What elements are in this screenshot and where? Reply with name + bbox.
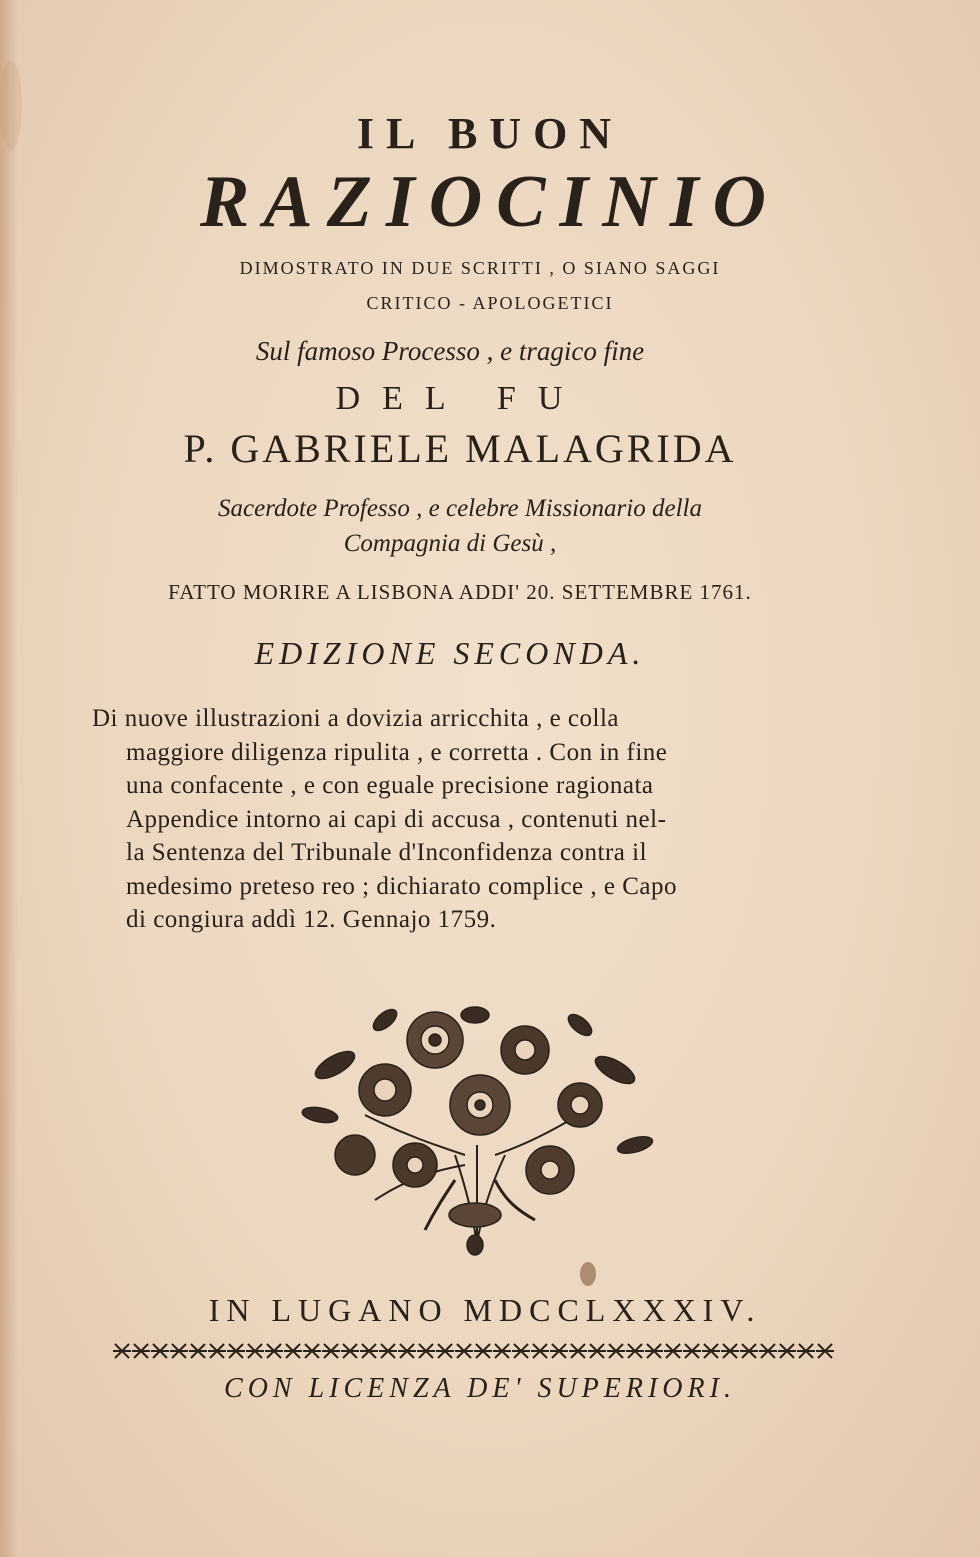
paper-stain (580, 1262, 596, 1286)
rule-motif (569, 1344, 587, 1358)
description-line: la Sentenza del Tribunale d'Inconfidenza contra il (126, 839, 648, 866)
description-paragraph (92, 702, 852, 937)
rule-motif (797, 1344, 815, 1358)
rule-motif (151, 1344, 169, 1358)
rule-motif (189, 1344, 207, 1358)
rule-motif (132, 1344, 150, 1358)
license-line: CON LICENZA DE' SUPERIORI. (224, 1373, 736, 1404)
rule-motif (341, 1344, 359, 1358)
subtitle-line-8: FATTO MORIRE A LISBONA ADDI' 20. SETTEMBRE 1761. (168, 580, 752, 604)
subtitle-line-6: Sacerdote Professo , e celebre Missionario della (218, 495, 702, 522)
rule-motif (740, 1344, 758, 1358)
rule-motif (493, 1344, 511, 1358)
rule-motif (246, 1344, 264, 1358)
title-line-1: IL BUON (356, 109, 624, 158)
subtitle-line-7: Compagnia di Gesù , (343, 530, 557, 557)
rule-motif (778, 1344, 796, 1358)
rule-motif (645, 1344, 663, 1358)
description-line: di congiura addì 12. Gennajo 1759. (126, 906, 497, 933)
rule-motif (322, 1344, 340, 1358)
rule-motif (816, 1344, 834, 1358)
rule-motif (265, 1344, 283, 1358)
rule-motif (474, 1344, 492, 1358)
rule-motif (113, 1344, 131, 1358)
edition-label: EDIZIONE SECONDA. (254, 635, 646, 671)
description-line: una confacente , e con eguale precisione ragionata (126, 772, 654, 799)
rule-motif (531, 1344, 549, 1358)
rule-motif (759, 1344, 777, 1358)
description-line: Di nuove illustrazioni a dovizia arricchita , e colla (92, 705, 620, 732)
rule-motif (702, 1344, 720, 1358)
decorative-rule-icon (112, 1340, 837, 1362)
rule-motif (417, 1344, 435, 1358)
rule-motif (208, 1344, 226, 1358)
description-line: medesimo preteso reo ; dichiarato complice , e Capo (126, 872, 678, 900)
description-line: Appendice intorno ai capi di accusa , contenuti nel- (126, 805, 667, 833)
rule-motif (360, 1344, 378, 1358)
rule-motif (588, 1344, 606, 1358)
rule-motif (626, 1344, 644, 1358)
floral-bouquet-icon (295, 995, 660, 1260)
rule-motif (550, 1344, 568, 1358)
rule-motif (683, 1344, 701, 1358)
subject-name: P. GABRIELE MALAGRIDA (183, 426, 737, 471)
rule-motif (721, 1344, 739, 1358)
rule-motif (607, 1344, 625, 1358)
subtitle-line-4: DEL FU (335, 380, 585, 417)
imprint-line: IN LUGANO MDCCLXXXIV. (208, 1292, 762, 1328)
rule-motif (455, 1344, 473, 1358)
rule-motif (512, 1344, 530, 1358)
subtitle-line-2: CRITICO - APOLOGETICI (366, 293, 614, 313)
rule-motif (284, 1344, 302, 1358)
rule-motif (379, 1344, 397, 1358)
title-line-2: RAZIOCINIO (200, 161, 780, 243)
rule-motif (398, 1344, 416, 1358)
subtitle-line-3: Sul famoso Processo , e tragico fine (255, 336, 645, 366)
rule-motif (170, 1344, 188, 1358)
rule-motif (227, 1344, 245, 1358)
subtitle-line-1: DIMOSTRATO IN DUE SCRITTI , O SIANO SAGGI (239, 258, 721, 278)
description-line: maggiore diligenza ripulita , e corretta . Con in fine (126, 738, 668, 766)
rule-motif (436, 1344, 454, 1358)
rule-motif (664, 1344, 682, 1358)
rule-motif (303, 1344, 321, 1358)
